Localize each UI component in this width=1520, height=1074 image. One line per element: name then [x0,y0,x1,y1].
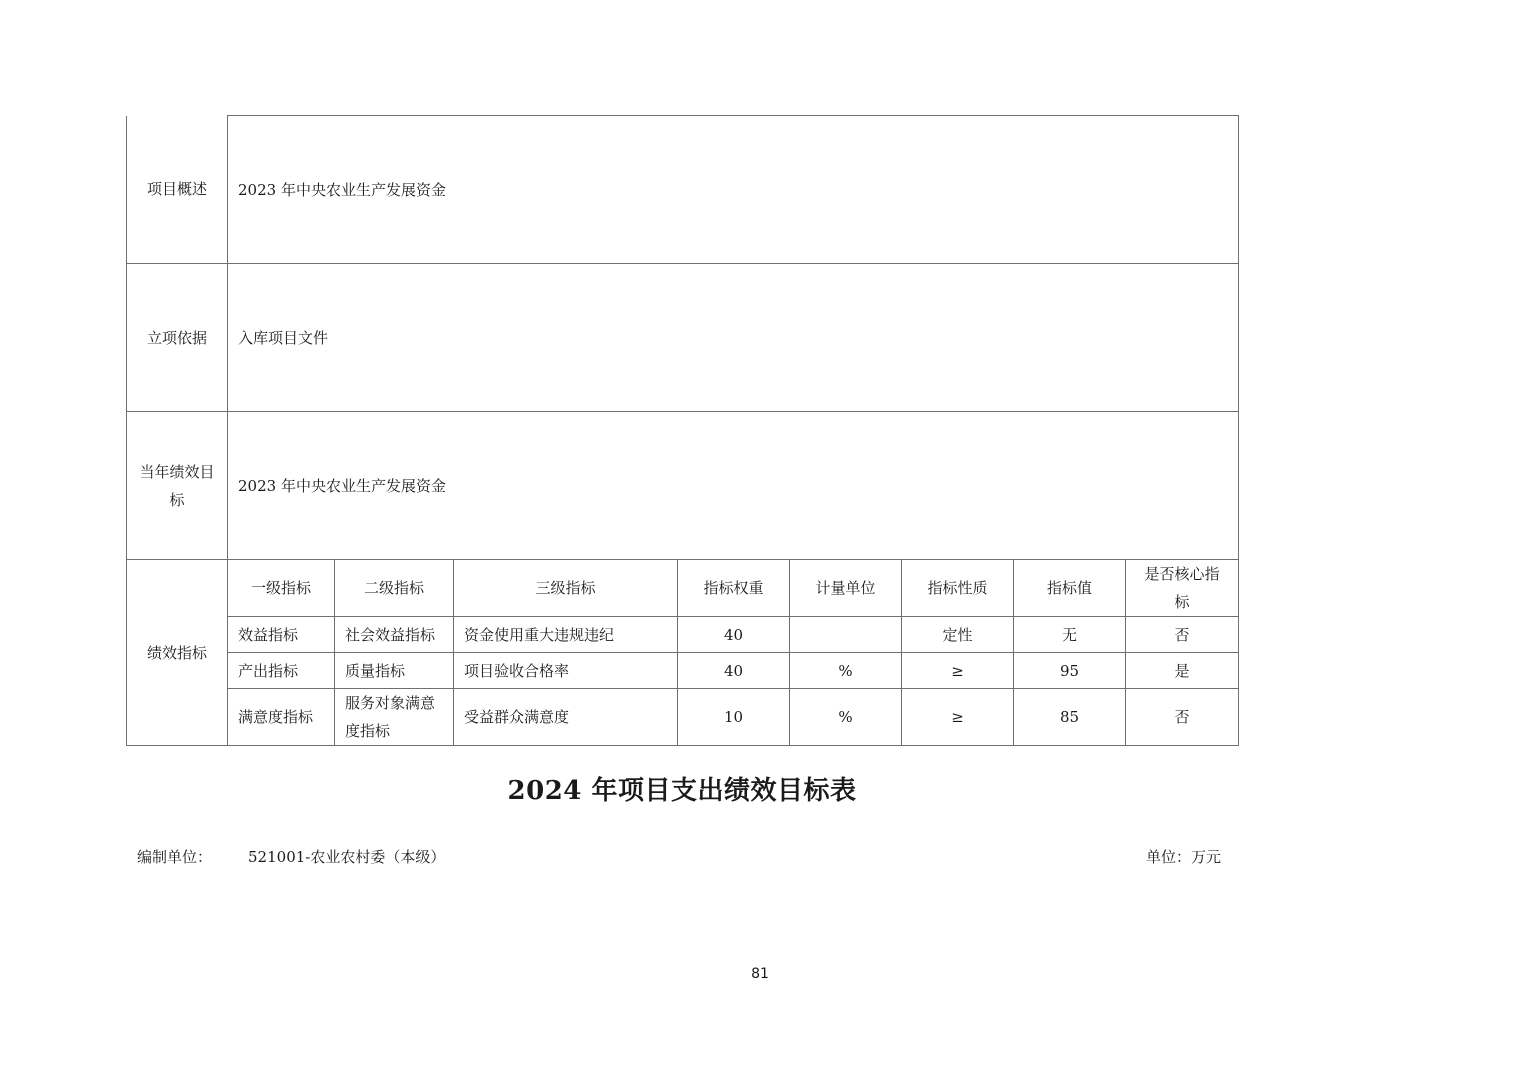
cell-level2: 社会效益指标 [335,617,454,653]
indicator-header-row [127,560,1239,617]
cell-level3: 项目验收合格率 [454,653,678,689]
overview-label: 项目概述 [127,116,228,264]
cell-core: 否 [1126,689,1239,746]
header-value: 指标值 [1014,560,1126,617]
cell-value: 85 [1014,689,1126,746]
cell-level2: 质量指标 [335,653,454,689]
cell-level3: 资金使用重大违规违纪 [454,617,678,653]
page-number: 81 [751,966,769,982]
overview-value: 2023 年中央农业生产发展资金 [228,116,1239,264]
header-unit: 计量单位 [790,560,902,617]
annual-goal-value: 2023 年中央农业生产发展资金 [228,412,1239,560]
header-level1: 一级指标 [228,560,335,617]
cell-nature: ≥ [902,653,1014,689]
indicators-label: 绩效指标 [127,560,228,746]
overview-row [127,116,1239,264]
cell-weight: 40 [678,617,790,653]
basis-row [127,264,1239,412]
cell-core: 否 [1126,617,1239,653]
header-level2: 二级指标 [335,560,454,617]
header-level3: 三级指标 [454,560,678,617]
compiling-unit-value: 521001-农业农村委（本级） [248,848,446,866]
cell-weight: 40 [678,653,790,689]
cell-value: 无 [1014,617,1126,653]
header-core: 是否核心指标 [1126,560,1239,617]
table-row [127,617,1239,653]
cell-nature: 定性 [902,617,1014,653]
performance-table [126,115,1239,746]
table-row [127,689,1239,746]
header-nature: 指标性质 [902,560,1014,617]
compiling-unit-label: 编制单位： [137,848,213,866]
cell-weight: 10 [678,689,790,746]
basis-value: 入库项目文件 [228,264,1239,412]
basis-label: 立项依据 [127,264,228,412]
cell-unit: % [790,689,902,746]
cell-unit: % [790,653,902,689]
cell-level3: 受益群众满意度 [454,689,678,746]
cell-level1: 满意度指标 [228,689,335,746]
annual-goal-row [127,412,1239,560]
annual-goal-label: 当年绩效目标 [127,412,228,560]
cell-level2: 服务对象满意度指标 [335,689,454,746]
header-weight: 指标权重 [678,560,790,617]
compiling-unit [137,846,445,867]
table-row [127,653,1239,689]
cell-level1: 产出指标 [228,653,335,689]
cell-unit [790,617,902,653]
cell-level1: 效益指标 [228,617,335,653]
cell-core: 是 [1126,653,1239,689]
currency-unit: 单位：万元 [1146,848,1222,866]
cell-value: 95 [1014,653,1126,689]
cell-nature: ≥ [902,689,1014,746]
next-table-title: 2024 年项目支出绩效目标表 [507,776,857,806]
